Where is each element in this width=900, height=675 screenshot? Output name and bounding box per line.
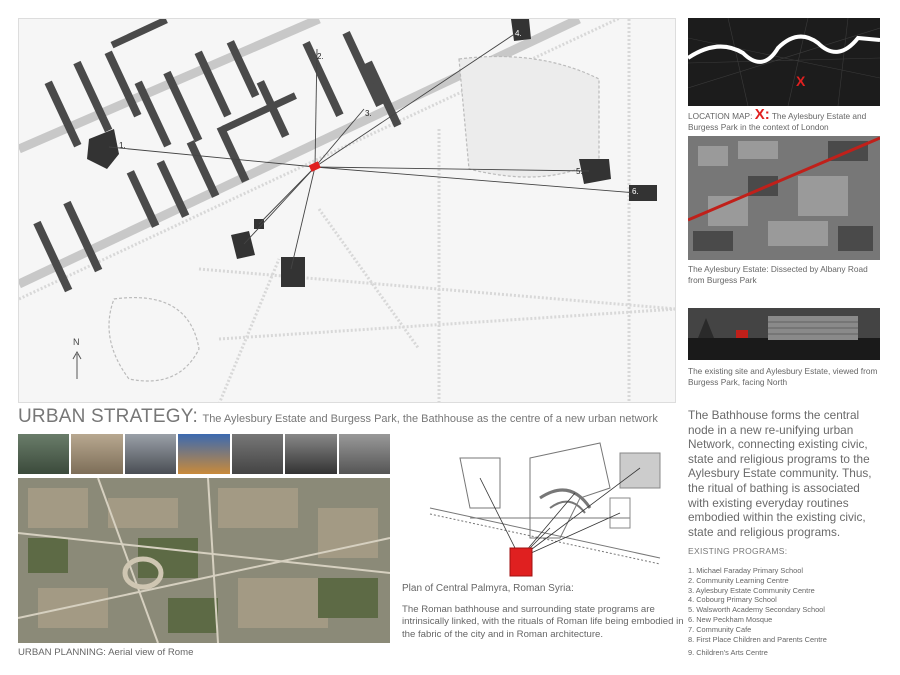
program-item: 8. First Place Children and Parents Centre <box>688 634 827 644</box>
programs-heading: EXISTING PROGRAMS: <box>688 546 788 556</box>
palmyra-title: Plan of Central Palmyra, Roman Syria: <box>402 583 574 594</box>
aylesbury-aerial-image <box>688 136 880 260</box>
marker-2: 2. <box>317 52 324 61</box>
location-marker-x: X: <box>754 106 770 123</box>
site-plan-map <box>18 18 676 403</box>
location-map-image <box>688 18 880 106</box>
rome-aerial-small-photo <box>232 434 283 474</box>
rome-aerial-image <box>18 478 390 643</box>
north-label: N <box>73 337 80 347</box>
program-item: 5. Walsworth Academy Secondary School <box>688 605 825 615</box>
program-item: 2. Community Learning Centre <box>688 575 789 585</box>
rome-street-photo <box>339 434 390 474</box>
palmyra-description: The Roman bathhouse and surrounding state programs are intrinsically linked, with the rituals of Roman life being embodied in the fabric of the city and in Roman architecture. <box>402 604 684 640</box>
colosseum-photo <box>178 434 229 474</box>
rome-photo-strip <box>18 434 390 474</box>
location-map-caption <box>688 106 888 133</box>
location-map-caption-prefix: LOCATION MAP: <box>688 111 753 121</box>
location-map-caption-text: The Aylesbury Estate and Burgess Park in the context of London <box>688 111 867 132</box>
trevi-fountain-photo <box>71 434 122 474</box>
page-title <box>18 406 688 428</box>
site-plan-drawing <box>19 19 676 403</box>
strategy-description: The Bathhouse forms the central node in a new re-unifying urban Network, connecting existing civic, state and religious programs to the Aylesbury Estate community. Thus, the ritual of bathing is associated with existing everyday routines embodied within the existing civic, state and religious programs. <box>688 408 872 539</box>
rome-caption: URBAN PLANNING: Aerial view of Rome <box>18 647 194 658</box>
marker-5: 5. <box>576 167 583 176</box>
program-item: 9. Children's Arts Centre <box>688 648 768 658</box>
site-photo-image <box>688 308 880 360</box>
aylesbury-aerial-caption: The Aylesbury Estate: Dissected by Albany Road from Burgess Park <box>688 264 868 285</box>
marker-1: 1. <box>119 141 126 150</box>
program-item: 7. Community Cafe <box>688 624 752 634</box>
site-photo-caption: The existing site and Aylesbury Estate, viewed from Burgess Park, facing North <box>688 366 878 387</box>
program-item: 6. New Peckham Mosque <box>688 614 773 624</box>
title-subtitle: The Aylesbury Estate and Burgess Park, the Bathhouse as the centre of a new urban network <box>202 413 658 425</box>
pantheon-photo <box>125 434 176 474</box>
program-item: 4. Cobourg Primary School <box>688 595 777 605</box>
palmyra-plan-diagram <box>400 438 680 578</box>
roman-bath-photo <box>18 434 69 474</box>
program-item: 1. Michael Faraday Primary School <box>688 566 804 575</box>
marker-6: 6. <box>632 187 639 196</box>
programs-list <box>688 566 888 658</box>
svg-text:X: X <box>796 73 806 89</box>
marker-4: 4. <box>515 29 522 38</box>
title-main: URBAN STRATEGY: <box>18 406 199 427</box>
program-item: 3. Aylesbury Estate Community Centre <box>688 585 815 595</box>
colosseum-interior-photo <box>285 434 336 474</box>
marker-3: 3. <box>365 109 372 118</box>
